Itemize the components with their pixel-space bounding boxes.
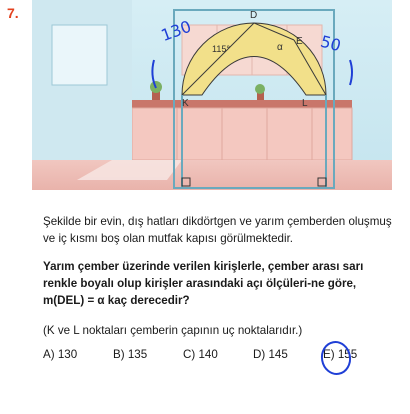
choice-d-value: 145 bbox=[268, 348, 288, 361]
point-l-label: L bbox=[302, 98, 308, 109]
point-k-label: K bbox=[182, 98, 189, 109]
choice-a[interactable] bbox=[43, 348, 77, 361]
intro-paragraph: Şekilde bir evin, dış hatları dikdörtgen ve yarım çemberden oluşmuş ve iç kısmı boş olan mutfak kapısı görülmektedir. bbox=[43, 215, 392, 245]
window bbox=[52, 25, 107, 85]
choice-e-letter: E) bbox=[323, 348, 335, 361]
choice-d-letter: D) bbox=[253, 348, 266, 361]
handwriting-130: 130 bbox=[158, 16, 194, 45]
choice-e-value: 155 bbox=[337, 348, 358, 361]
choice-b-letter: B) bbox=[113, 348, 125, 361]
handwriting-circle-answer bbox=[316, 338, 356, 376]
counter bbox=[132, 100, 352, 108]
question-number: 7. bbox=[7, 5, 19, 21]
angle-115-label: 115° bbox=[212, 44, 230, 54]
handwriting-50: 50 bbox=[318, 31, 344, 56]
point-d-label: D bbox=[250, 10, 258, 21]
choice-c[interactable] bbox=[183, 348, 218, 361]
point-e-label: E bbox=[296, 36, 303, 47]
choice-c-value: 140 bbox=[198, 348, 218, 361]
choice-b-value: 135 bbox=[127, 348, 148, 361]
note-paragraph: (K ve L noktaları çemberin çapının uç noktalarıdır.) bbox=[43, 324, 303, 337]
choice-b[interactable] bbox=[113, 348, 147, 361]
choice-a-value: 130 bbox=[57, 348, 78, 361]
angle-alpha-label: α bbox=[277, 42, 283, 53]
lower-cabinets bbox=[132, 108, 352, 160]
choice-c-letter: C) bbox=[183, 348, 196, 361]
choice-a-letter: A) bbox=[43, 348, 55, 361]
question-paragraph: Yarım çember üzerinde verilen kirişlerle, çember arası sarı renkle boyalı olup kirişler arasındaki açı ölçüleri-ne göre, m(DEL) = α kaç derecedir? bbox=[43, 260, 364, 307]
kitchen-door-figure bbox=[32, 0, 392, 190]
choice-d[interactable] bbox=[253, 348, 288, 361]
